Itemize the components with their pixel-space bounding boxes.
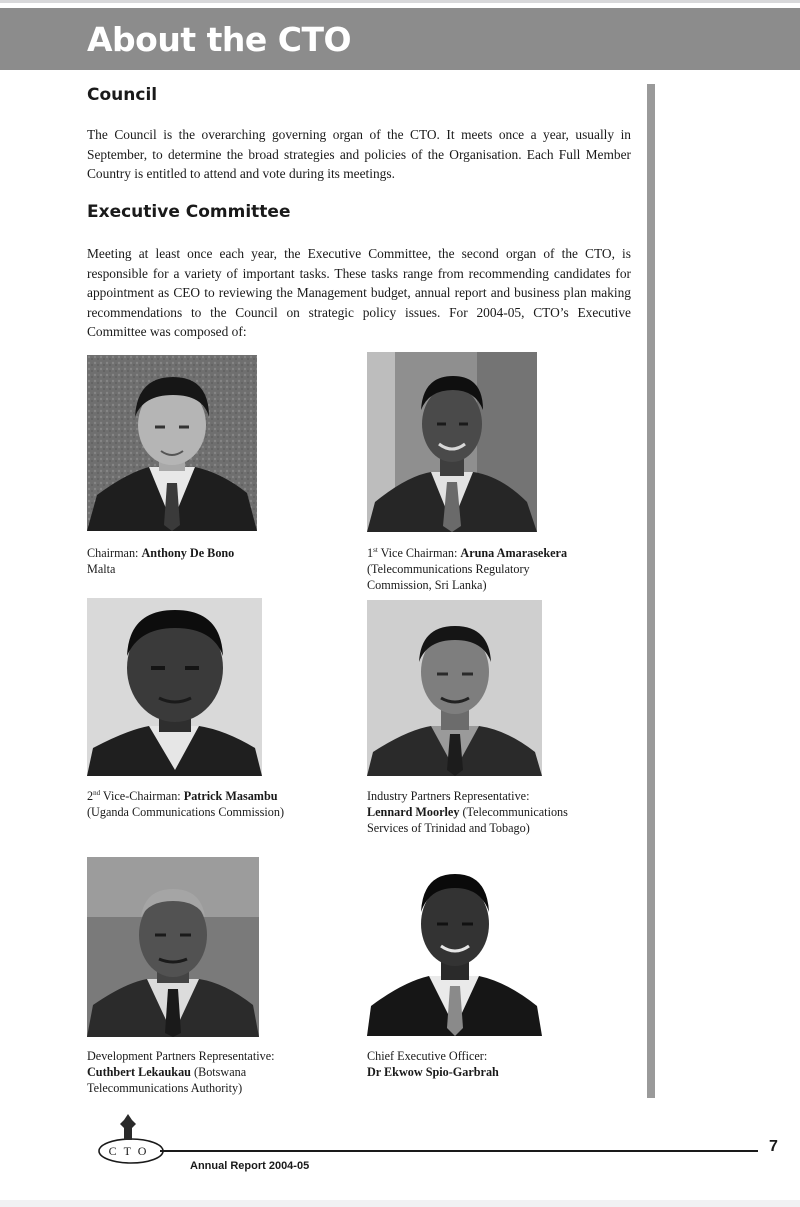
member-role: Chairman: <box>87 546 142 560</box>
member-role: Industry Partners Representative: <box>367 789 530 803</box>
member-organisation-cont: Services of Trinidad and Tobago) <box>367 821 530 835</box>
logo-text: CTO <box>108 1144 154 1158</box>
portrait-photo-chief-executive <box>367 856 542 1036</box>
caption-chief-executive <box>367 1048 499 1080</box>
member-name: Lennard Moorley <box>367 805 460 819</box>
caption-development-representative <box>87 1048 275 1096</box>
council-paragraph: The Council is the overarching governing organ of the CTO. It meets once a year, usually in September, to determine the broad strategies and policies of the Organisation. Each Full Member Country is entitled to attend and vote during its meetings. <box>87 127 631 181</box>
sidebar-rule <box>647 84 655 1098</box>
member-role: Vice Chairman: <box>377 546 461 560</box>
title-banner <box>0 8 800 70</box>
member-country: Malta <box>87 562 116 576</box>
member-name: Dr Ekwow Spio-Garbrah <box>367 1065 499 1079</box>
portrait-photo-first-vice-chairman <box>367 352 537 532</box>
caption-first-vice-chairman <box>367 545 567 593</box>
executive-paragraph: Meeting at least once each year, the Executive Committee, the second organ of the CTO, is responsible for a variety of important tasks. These tasks range from recommending candidates for appointment as CEO to reviewing the Management budget, annual report and business plan making recommendations to the Council on strategic policy issues. For 2004-05, CTO’s Executive Committee was composed of: <box>87 246 631 339</box>
member-name: Cuthbert Lekaukau <box>87 1065 191 1079</box>
member-role: Vice-Chairman: <box>100 789 184 803</box>
member-organisation: (Telecommunications <box>459 805 568 819</box>
member-organisation: (Telecommunications Regulatory <box>367 562 530 576</box>
portrait-photo-chairman <box>87 355 257 531</box>
member-organisation: (Uganda Communications Commission) <box>87 805 285 819</box>
member-organisation: (Botswana <box>190 1065 247 1079</box>
ordinal-number: 1 <box>367 546 374 560</box>
footer-report-title: Annual Report 2004-05 <box>190 1160 310 1172</box>
page-title: About the CTO <box>87 20 352 59</box>
caption-second-vice-chairman <box>87 788 284 820</box>
ordinal-number: 2 <box>87 789 94 803</box>
portrait-photo-development-representative <box>87 857 259 1037</box>
caption-industry-representative <box>367 788 568 836</box>
cto-logo <box>86 1112 164 1166</box>
council-heading: Council <box>87 85 158 105</box>
member-name: Aruna Amarasekera <box>460 546 568 560</box>
executive-heading: Executive Committee <box>87 202 291 222</box>
member-role: Development Partners Representative: <box>87 1049 275 1063</box>
ordinal-suffix: nd <box>93 789 101 797</box>
footer-rule <box>160 1150 758 1152</box>
member-organisation-cont: Telecommunications Authority) <box>87 1081 243 1095</box>
top-edge <box>0 0 800 3</box>
ordinal-suffix: st <box>373 546 378 554</box>
member-name: Anthony De Bono <box>141 546 235 560</box>
member-role: Chief Executive Officer: <box>367 1049 488 1063</box>
portrait-photo-industry-representative <box>367 600 542 776</box>
page-number: 7 <box>769 1138 778 1155</box>
member-organisation-cont: Commission, Sri Lanka) <box>367 578 487 592</box>
member-name: Patrick Masambu <box>183 789 278 803</box>
portrait-photo-second-vice-chairman <box>87 598 262 776</box>
caption-chairman <box>87 545 234 577</box>
